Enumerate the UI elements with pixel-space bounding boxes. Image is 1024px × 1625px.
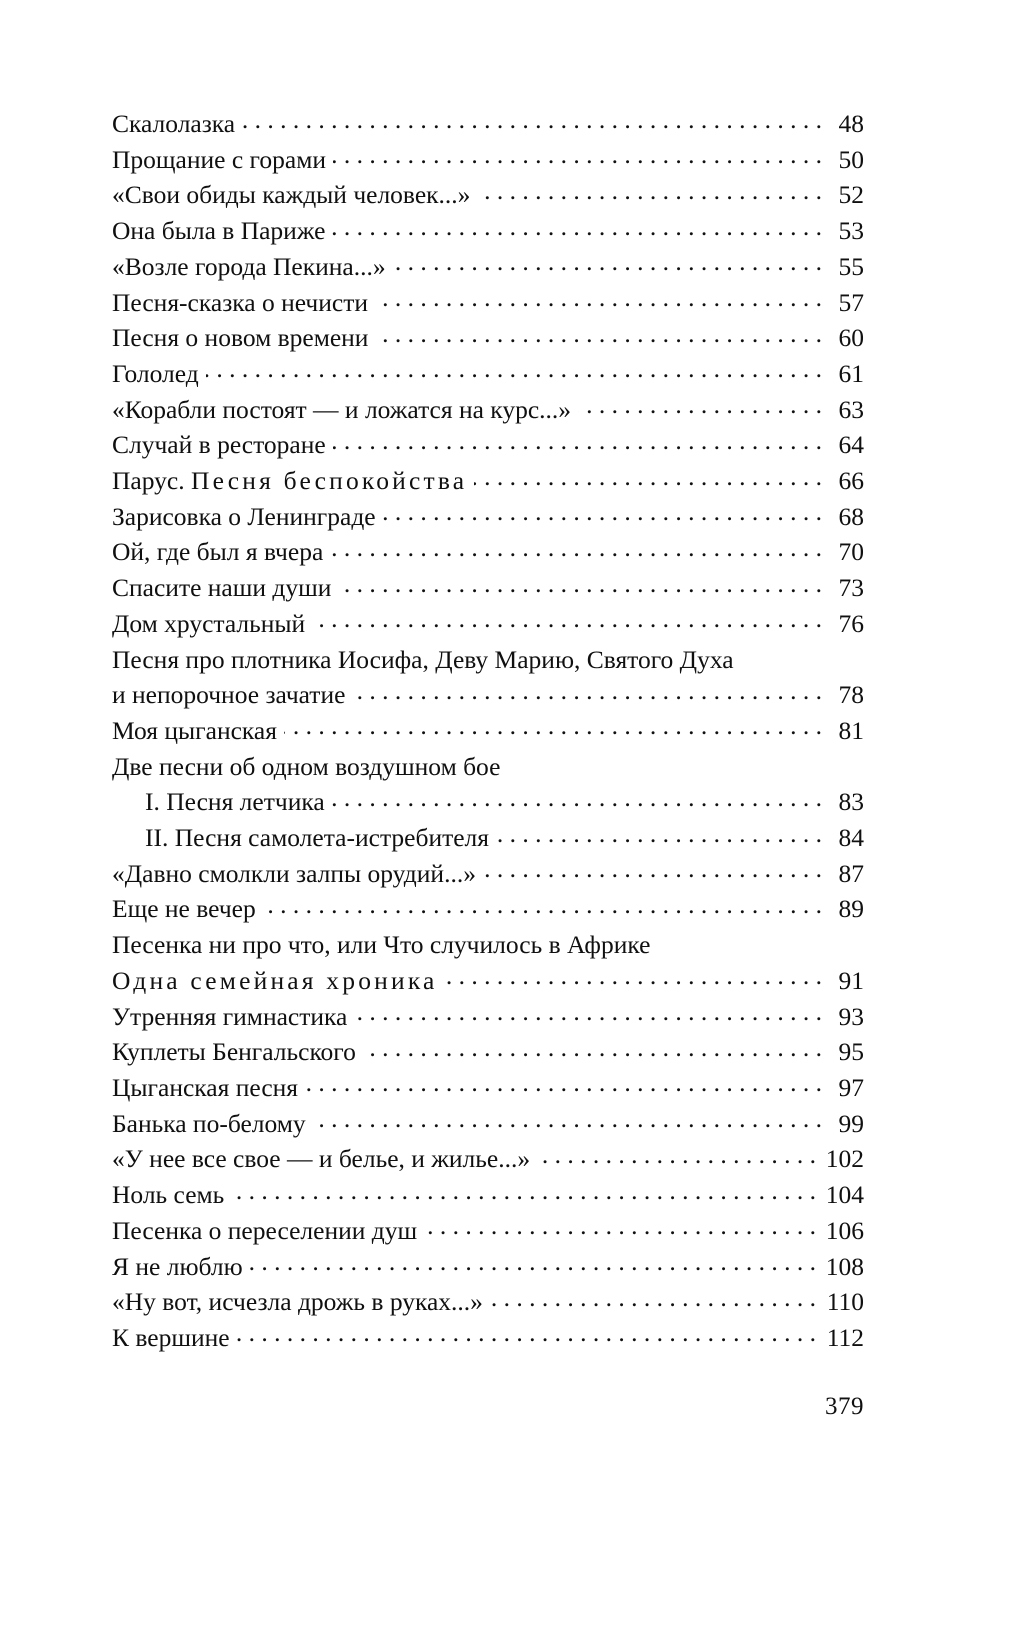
toc-entry-title [112,142,326,178]
toc-entry-page-number: 112 [826,1322,864,1352]
toc-leader-dots [338,571,822,597]
toc-entry-page-number: 66 [838,466,864,496]
toc-entry-page-number: 108 [825,1251,864,1281]
toc-entry[interactable] [112,713,864,749]
toc-leader-dots [477,178,822,204]
toc-entry[interactable] [112,677,864,713]
toc-entry-subtitle-spaced: Песня беспокойства [190,466,468,496]
toc-entry-title-text: Банька по-белому [112,1108,306,1138]
toc-entry[interactable] [112,1213,864,1249]
toc-entry-title [112,606,305,642]
toc-entry-title-text: Парус. [112,466,191,496]
toc-entry-title-text: Случай в ресторане [112,430,326,460]
toc-entry-title-text: Прощание с горами [112,144,326,174]
toc-entry-title [112,392,571,428]
toc-entry-title [112,106,235,142]
toc-entry-title-text: Я не люблю [112,1251,243,1281]
toc-entry-title [112,570,331,606]
toc-entry-title-text: Песня про плотника Иосифа, Деву Марию, Святого Духа [112,644,734,674]
toc-entry-title [112,713,277,749]
toc-entry-page-number: 91 [838,965,864,995]
toc-leader-dots [352,678,822,704]
toc-entry-title-text: «Корабли постоят — и ложатся на курс...» [112,394,572,424]
toc-entry-title [112,249,386,285]
toc-entry-title-text: II. Песня самолета-истребителя [145,823,490,853]
toc-entry-title [112,356,199,392]
toc-entry-title [112,820,489,856]
toc-leader-dots [305,1070,822,1096]
toc-entry[interactable] [112,642,864,678]
toc-leader-dots [312,606,822,632]
toc-entry[interactable] [112,749,864,785]
toc-leader-dots [445,963,822,989]
toc-entry-title-text: Ноль семь [112,1180,225,1210]
toc-entry-page-number: 73 [838,573,864,603]
toc-entry-page-number: 84 [838,823,864,853]
toc-entry-title [112,1141,530,1177]
toc-entry[interactable] [112,1320,864,1356]
toc-leader-dots [237,1320,816,1346]
toc-entry-page-number: 60 [838,323,864,353]
toc-entry[interactable] [112,927,864,963]
toc-entry-page-number: 57 [838,287,864,317]
toc-entry[interactable] [112,106,864,142]
toc-entry-page-number: 97 [838,1072,864,1102]
toc-entry-page-number: 53 [838,216,864,246]
toc-entry[interactable] [112,856,864,892]
toc-entry[interactable] [112,999,864,1035]
toc-entry-title [112,999,347,1035]
toc-entry-title-text: Моя цыганская [112,715,277,745]
toc-entry[interactable] [112,356,864,392]
toc-entry-title-text: «У нее все свое — и белье, и жилье...» [112,1144,531,1174]
toc-entry-title [112,749,500,785]
toc-entry[interactable] [112,213,864,249]
toc-entry[interactable] [112,606,864,642]
folio-number: 379 [825,1393,864,1420]
toc-leader-dots [242,107,822,133]
toc-entry-page-number: 50 [838,144,864,174]
toc-entry-title [112,320,368,356]
toc-leader-dots [474,464,822,490]
toc-entry[interactable] [112,427,864,463]
toc-entry-page-number: 61 [838,358,864,388]
toc-entry-title-text: Утренняя гимнастика [112,1001,348,1031]
toc-leader-dots [330,535,822,561]
toc-entry[interactable] [112,1034,864,1070]
toc-entry-page-number: 110 [826,1287,864,1317]
toc-entry[interactable] [112,1177,864,1213]
toc-entry[interactable] [112,963,864,999]
toc-entry-page-number: 106 [825,1215,864,1245]
toc-entry[interactable] [112,570,864,606]
toc-entry[interactable] [112,1249,864,1285]
toc-leader-dots [332,785,822,811]
toc-leader-dots [537,1142,816,1168]
toc-entry-title-text: Песенка ни про что, или Что случилось в Африке [112,930,651,960]
toc-leader-dots [284,713,822,739]
toc-entry-page-number: 104 [825,1180,864,1210]
toc-entry-title-text: Песенка о переселении душ [112,1215,418,1245]
toc-entry-title-text: «Давно смолкли залпы орудий...» [112,858,476,888]
toc-leader-dots [393,249,822,275]
toc-entry-title [112,1320,230,1356]
toc-entry[interactable] [112,1106,864,1142]
toc-entry-title [112,534,323,570]
toc-entry-title-text: Песня-сказка о нечисти [112,287,368,317]
toc-entry-title-text: и непорочное зачатие [112,680,346,710]
toc-leader-dots [333,428,822,454]
toc-entry-title-text: Дом хрустальный [112,608,306,638]
toc-entry-title-text: Гололед [112,358,199,388]
toc-leader-dots [496,821,822,847]
toc-leader-dots [332,214,822,240]
toc-entry-page-number: 99 [838,1108,864,1138]
toc-entry[interactable] [112,249,864,285]
toc-entry-page-number: 64 [838,430,864,460]
toc-entry-title [112,642,734,678]
toc-entry-page-number: 81 [838,715,864,745]
toc-entry-page-number: 70 [838,537,864,567]
toc-entry-title [112,427,326,463]
toc-entry-title-text: К вершине [112,1322,230,1352]
toc-entry-page-number: 89 [838,894,864,924]
toc-entry[interactable] [112,891,864,927]
toc-entry-page-number: 93 [838,1001,864,1031]
toc-leader-dots [206,356,822,382]
toc-leader-dots [483,856,822,882]
toc-list [112,106,864,1356]
toc-entry-title [112,1249,243,1285]
toc-entry[interactable] [112,1141,864,1177]
toc-entry-title-text: Спасите наши души [112,573,332,603]
toc-entry[interactable] [112,177,864,213]
toc-entry-title [112,177,470,213]
toc-entry-title-text: Две песни об одном воздушном бое [112,751,501,781]
toc-entry-page-number: 68 [838,501,864,531]
toc-entry-title [112,856,476,892]
toc-leader-dots [313,1106,822,1132]
toc-entry-title [112,285,368,321]
toc-leader-dots [263,892,822,918]
toc-entry-page-number: 63 [838,394,864,424]
toc-entry-title [112,463,467,499]
toc-entry-title [112,1284,483,1320]
toc-entry-title-text: «Свои обиды каждый человек...» [112,180,471,210]
toc-entry-page-number: 83 [838,787,864,817]
toc-entry-title-text: Зарисовка о Ленинграде [112,501,376,531]
toc-entry[interactable] [112,320,864,356]
toc-entry-title [112,891,256,927]
toc-entry-page-number: 55 [838,251,864,281]
toc-entry[interactable] [112,142,864,178]
toc-entry-title-text: «Ну вот, исчезла дрожь в руках...» [112,1287,483,1317]
toc-entry[interactable] [112,463,864,499]
toc-entry-title-text: Цыганская песня [112,1072,299,1102]
toc-entry-title [112,1213,417,1249]
toc-leader-dots [383,499,822,525]
toc-leader-dots [375,321,822,347]
toc-entry[interactable] [112,820,864,856]
toc-entry-title [112,927,650,963]
toc-entry-title [112,499,376,535]
toc-entry-page-number: 78 [838,680,864,710]
toc-entry-title [112,1034,356,1070]
toc-entry-title-text: Еще не вечер [112,894,256,924]
toc-entry-title [112,1106,306,1142]
toc-entry-title-text: Ой, где был я вчера [112,537,324,567]
toc-entry-title-text: Скалолазка [112,109,236,138]
toc-entry[interactable] [112,285,864,321]
toc-entry-page-number: 76 [838,608,864,638]
toc-entry-title [112,1070,298,1106]
toc-leader-dots [375,285,822,311]
toc-leader-dots [333,142,822,168]
toc-leader-dots [250,1249,816,1275]
toc-leader-dots [578,392,822,418]
toc-leader-dots [354,999,822,1025]
toc-entry[interactable] [112,499,864,535]
toc-entry[interactable] [112,1284,864,1320]
toc-entry[interactable] [112,392,864,428]
toc-entry-title [112,677,345,713]
toc-entry[interactable] [112,784,864,820]
toc-entry-title-text: Куплеты Бенгальского [112,1037,356,1067]
toc-entry-page-number: 48 [838,109,864,138]
toc-entry-title [112,213,325,249]
toc-entry-title-text: «Возле города Пекина...» [112,251,386,281]
toc-entry-page-number: 95 [838,1037,864,1067]
toc-entry-title [112,963,438,999]
toc-leader-dots [231,1178,816,1204]
toc-entry-title [112,1177,224,1213]
toc-entry-title-text: Она была в Париже [112,216,326,246]
toc-entry-title-text: I. Песня летчика [145,787,325,817]
toc-entry-page-number: 102 [825,1144,864,1174]
toc-entry-page-number: 87 [838,858,864,888]
toc-entry-title-text: Песня о новом времени [112,323,369,353]
toc-entry-title [112,784,325,820]
toc-entry[interactable] [112,534,864,570]
toc-entry-page-number: 52 [838,180,864,210]
toc-entry[interactable] [112,1070,864,1106]
toc-leader-dots [490,1285,816,1311]
toc-leader-dots [363,1035,822,1061]
toc-entry-subtitle-spaced: Одна семейная хроника [112,965,438,995]
toc-leader-dots [424,1213,816,1239]
